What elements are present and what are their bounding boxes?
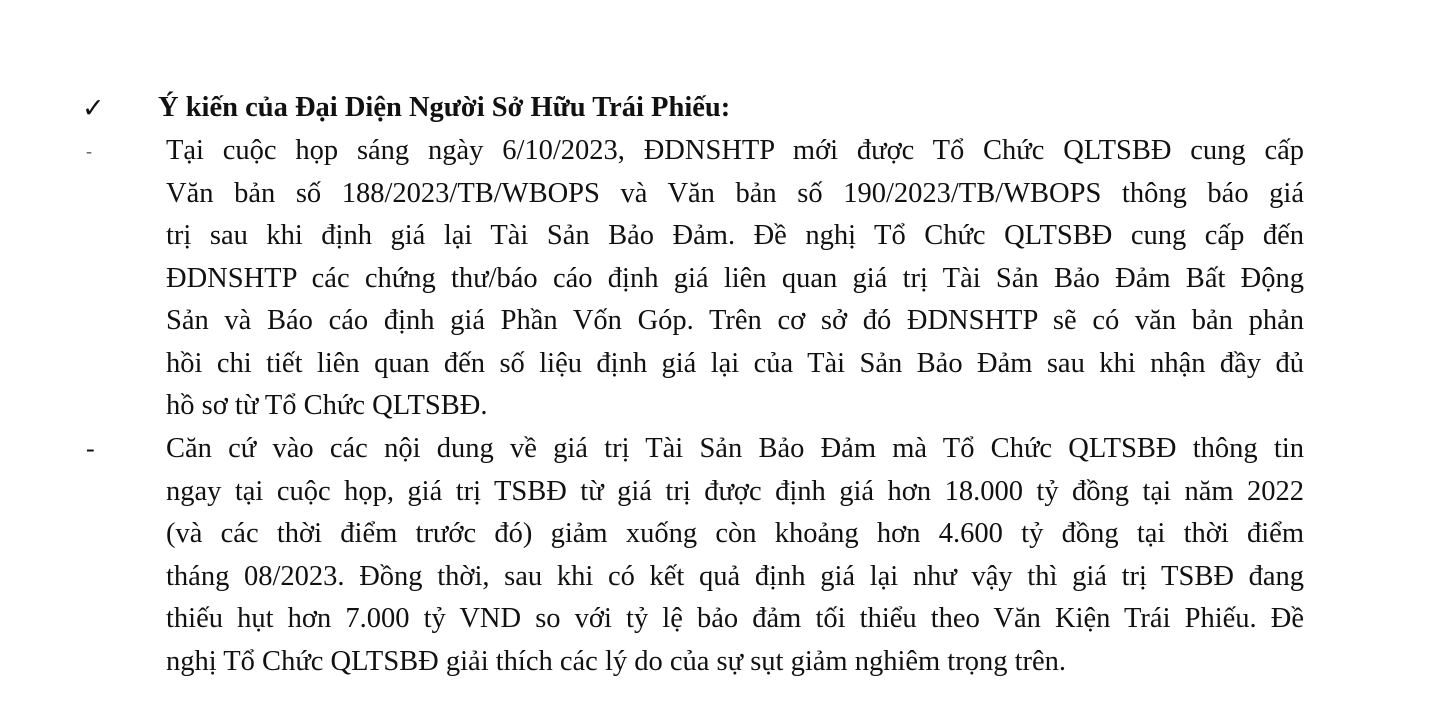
section-heading: [82, 86, 730, 130]
paragraph: [166, 428, 1304, 683]
text-line: Văn bản số 188/2023/TB/WBOPS và Văn bản số 190/2023/TB/WBOPS thông báo giá: [166, 177, 1304, 209]
text-line: (và các thời điểm trước đó) giảm xuống còn khoảng hơn 4.600 tỷ đồng tại thời điểm: [166, 518, 1304, 549]
paragraph: [166, 130, 1304, 428]
text-line: Căn cứ vào các nội dung về giá trị Tài Sản Bảo Đảm mà Tổ Chức QLTSBĐ thông tin: [166, 433, 1304, 464]
checkmark-icon: ✓: [82, 92, 105, 124]
text-line: trị sau khi định giá lại Tài Sản Bảo Đảm. Đề nghị Tổ Chức QLTSBĐ cung cấp đến: [166, 220, 1304, 251]
heading-text: Ý kiến của Đại Diện Người Sở Hữu Trái Phiếu:: [158, 92, 731, 123]
text-line: thiếu hụt hơn 7.000 tỷ VND so với tỷ lệ bảo đảm tối thiểu theo Văn Kiện Trái Phiếu. Đề: [166, 603, 1304, 634]
text-line: ĐDNSHTP các chứng thư/báo cáo định giá liên quan giá trị Tài Sản Bảo Đảm Bất Động: [166, 262, 1304, 294]
text-line: Sản và Báo cáo định giá Phần Vốn Góp. Trên cơ sở đó ĐDNSHTP sẽ có văn bản phản: [166, 305, 1304, 336]
text-line: ngay tại cuộc họp, giá trị TSBĐ từ giá trị được định giá hơn 18.000 tỷ đồng tại năm 2022: [166, 475, 1304, 507]
text-line: Tại cuộc họp sáng ngày 6/10/2023, ĐDNSHTP mới được Tổ Chức QLTSBĐ cung cấp: [166, 135, 1304, 166]
text-line: hồ sơ từ Tổ Chức QLTSBĐ.: [166, 390, 488, 421]
text-line: hồi chi tiết liên quan đến số liệu định giá lại của Tài Sản Bảo Đảm sau khi nhận đầy đủ: [166, 347, 1304, 379]
text-line: tháng 08/2023. Đồng thời, sau khi có kết quả định giá lại như vậy thì giá trị TSBĐ đang: [166, 560, 1304, 592]
text-line: nghị Tổ Chức QLTSBĐ giải thích các lý do của sự sụt giảm nghiêm trọng trên.: [166, 645, 1067, 677]
dash-bullet: -: [86, 141, 92, 161]
dash-bullet: -: [86, 434, 95, 463]
